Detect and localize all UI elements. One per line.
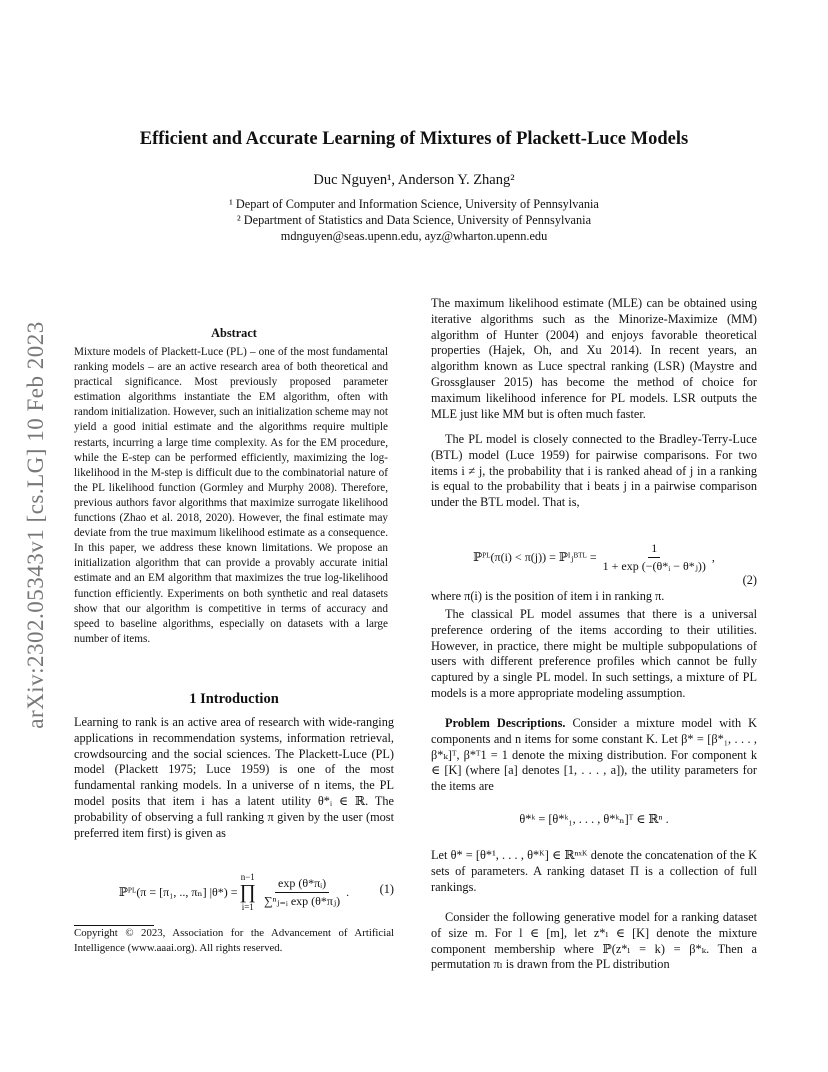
arxiv-identifier: arXiv:2302.05343v1 [cs.LG] 10 Feb 2023 — [23, 321, 48, 729]
right-paragraph-5: Problem Descriptions. Consider a mixture model with K components and n items for some constant K. Let β* = [β*₁, . . . , β*ₖ]ᵀ, β*ᵀ1 = 1 denote the mixing distribution. For component k ∈ [K] (where [a] denotes [1, . . . , a]), the utility parameters for the items are — [431, 716, 757, 794]
right-paragraph-3: where π(i) is the position of item i in ranking π. — [431, 589, 665, 603]
equation-3: θ*ᵏ = [θ*ᵏ₁, . . . , θ*ᵏₙ]ᵀ ∈ ℝⁿ . — [519, 812, 669, 826]
paper-authors: Duc Nguyen¹, Anderson Y. Zhang² — [313, 172, 515, 188]
right-paragraph-6: Let θ* = [θ*¹, . . . , θ*ᴷ] ∈ ℝⁿˣᴷ denote the concatenation of the K sets of parameters. A ranking dataset Π is a collection of full rankings. — [431, 848, 757, 894]
author-emails: mdnguyen@seas.upenn.edu, ayz@wharton.upenn.edu — [280, 229, 548, 243]
arxiv-sidebar — [14, 288, 58, 762]
problem-descriptions-heading: Problem Descriptions. — [445, 716, 566, 730]
equation-1: ℙᴾᴸ(π = [π₁, .., πₙ] |θ*) = n−1 ∏ i=1 $\frac{\text{exp (θ*πᵢ)}}{\text{∑ⁿⱼ₌ᵢ exp (θ*πⱼ)}}$ . (1) — [118, 872, 394, 912]
right-paragraph-1: The maximum likelihood estimate (MLE) can be obtained using iterative algorithms such as the Minorize-Maximize (MM) algorithm of Hunter (2004) and enjoys favorable theoretical properties (Hajek, Oh, and Xu 2014). In recent years, an algorithm known as Luce spectral ranking (LSR) (Maystre and Grossglauser 2015) has become the method of choice for maximum likelihood inference for PL models. LSR outputs the MLE just like MM but is often much faster. — [431, 296, 757, 421]
eq1-lhs: ℙᴾᴸ(π = [π₁, .., πₙ] |θ*) = — [118, 884, 238, 899]
eq2-fraction: $\frac{1}{\text{1 + exp (−(θ*ᵢ − θ*ⱼ))}}$ — [602, 540, 706, 573]
affiliation-2: ² Department of Statistics and Data Science, University of Pennsylvania — [236, 213, 592, 227]
section-heading-introduction: 1 Introduction — [189, 691, 279, 707]
eq2-number: (2) — [742, 573, 757, 587]
equation-2: ℙᴾᴸ(π(i) < π(j)) = ℙᴵⱼᴮᵀᴸ = $\frac{1}{\text{1 + exp (−(θ*ᵢ − θ*ⱼ))}}$ , (2) — [473, 540, 757, 587]
abstract-body: Mixture models of Plackett-Luce (PL) – one of the most fundamental ranking models – are an active research area of both theoretical and practical significance. Most previously proposed parameter estimation algorithms instantiate the EM algorithm, often with random initialization. However, such an initialization scheme may not yield a good initial estimate and the algorithms require multiple restarts, incurring a large time complexity. As for the EM procedure, while the E-step can be performed efficiently, maximizing the log-likelihood in the M-step is difficult due to the combinatorial nature of the PL likelihood function (Gormley and Murphy 2008). Therefore, previous authors favor algorithms that maximize surrogate likelihood functions (Zhao et al. 2018, 2020). However, the final estimate may deviate from the true maximum likelihood estimate as a consequence. In this paper, we address these known limitations. We propose an initialization algorithm that can provide a provably accurate initial estimate and an EM algorithm that maximizes the true log-likelihood function efficiently. Experiments on both synthetic and real datasets show that our algorithm is competitive in terms of accuracy and speed to baseline algorithms, especially on datasets with a large number of items. — [74, 346, 388, 645]
right-paragraph-2: The PL model is closely connected to the Bradley-Terry-Luce (BTL) model (Luce 1959) for pairwise comparisons. For two items i ≠ j, the probability that i is ranked ahead of j in a ranking is equal to the probability that i beats j in a pairwise comparison under the BTL model. That is, — [431, 432, 757, 510]
right-paragraph-7: Consider the following generative model for a ranking dataset of size m. For l ∈ [m], let z*ₗ ∈ [K] denote the mixture component membership where ℙ(z*ₗ = k) = β*ₖ. Then a permutation πₗ is drawn from the PL distribution — [431, 910, 757, 972]
eq1-product: n−1 ∏ i=1 — [239, 872, 257, 912]
paper-title: Efficient and Accurate Learning of Mixtures of Plackett-Luce Models — [139, 129, 689, 149]
intro-paragraph: Learning to rank is an active area of research with wide-ranging applications in recommendation systems, information retrieval, crowdsourcing and the social sciences. The Plackett-Luce (PL) model (Plackett 1975; Luce 1959) is one of the most fundamental ranking models. In a universe of n items, the PL model posits that item i has a latent utility θ*ᵢ ∈ ℝ. The probability of observing a full ranking π given by the user (most preferred item first) is given as — [74, 715, 394, 840]
copyright-footnote: Copyright © 2023, Association for the Advancement of Artificial Intelligence (www.aaai.org). All rights reserved. — [74, 927, 394, 954]
affiliation-1: ¹ Depart of Computer and Information Science, University of Pennsylvania — [229, 197, 599, 211]
abstract-heading: Abstract — [211, 326, 257, 340]
eq1-fraction: $\frac{\text{exp (θ*πᵢ)}}{\text{∑ⁿⱼ₌ᵢ exp (θ*πⱼ)}}$ — [264, 875, 341, 908]
eq1-number: (1) — [379, 882, 394, 896]
right-paragraph-4: The classical PL model assumes that there is a universal preference ordering of the items according to their utilities. However, in practice, there might be multiple subpopulations of users with different preference profiles which cannot be fully captured by a single PL model. In such settings, a mixture of PL models is a more appropriate modeling assumption. — [431, 607, 757, 700]
eq2-lhs: ℙᴾᴸ(π(i) < π(j)) = ℙᴵⱼᴮᵀᴸ = — [473, 549, 597, 564]
